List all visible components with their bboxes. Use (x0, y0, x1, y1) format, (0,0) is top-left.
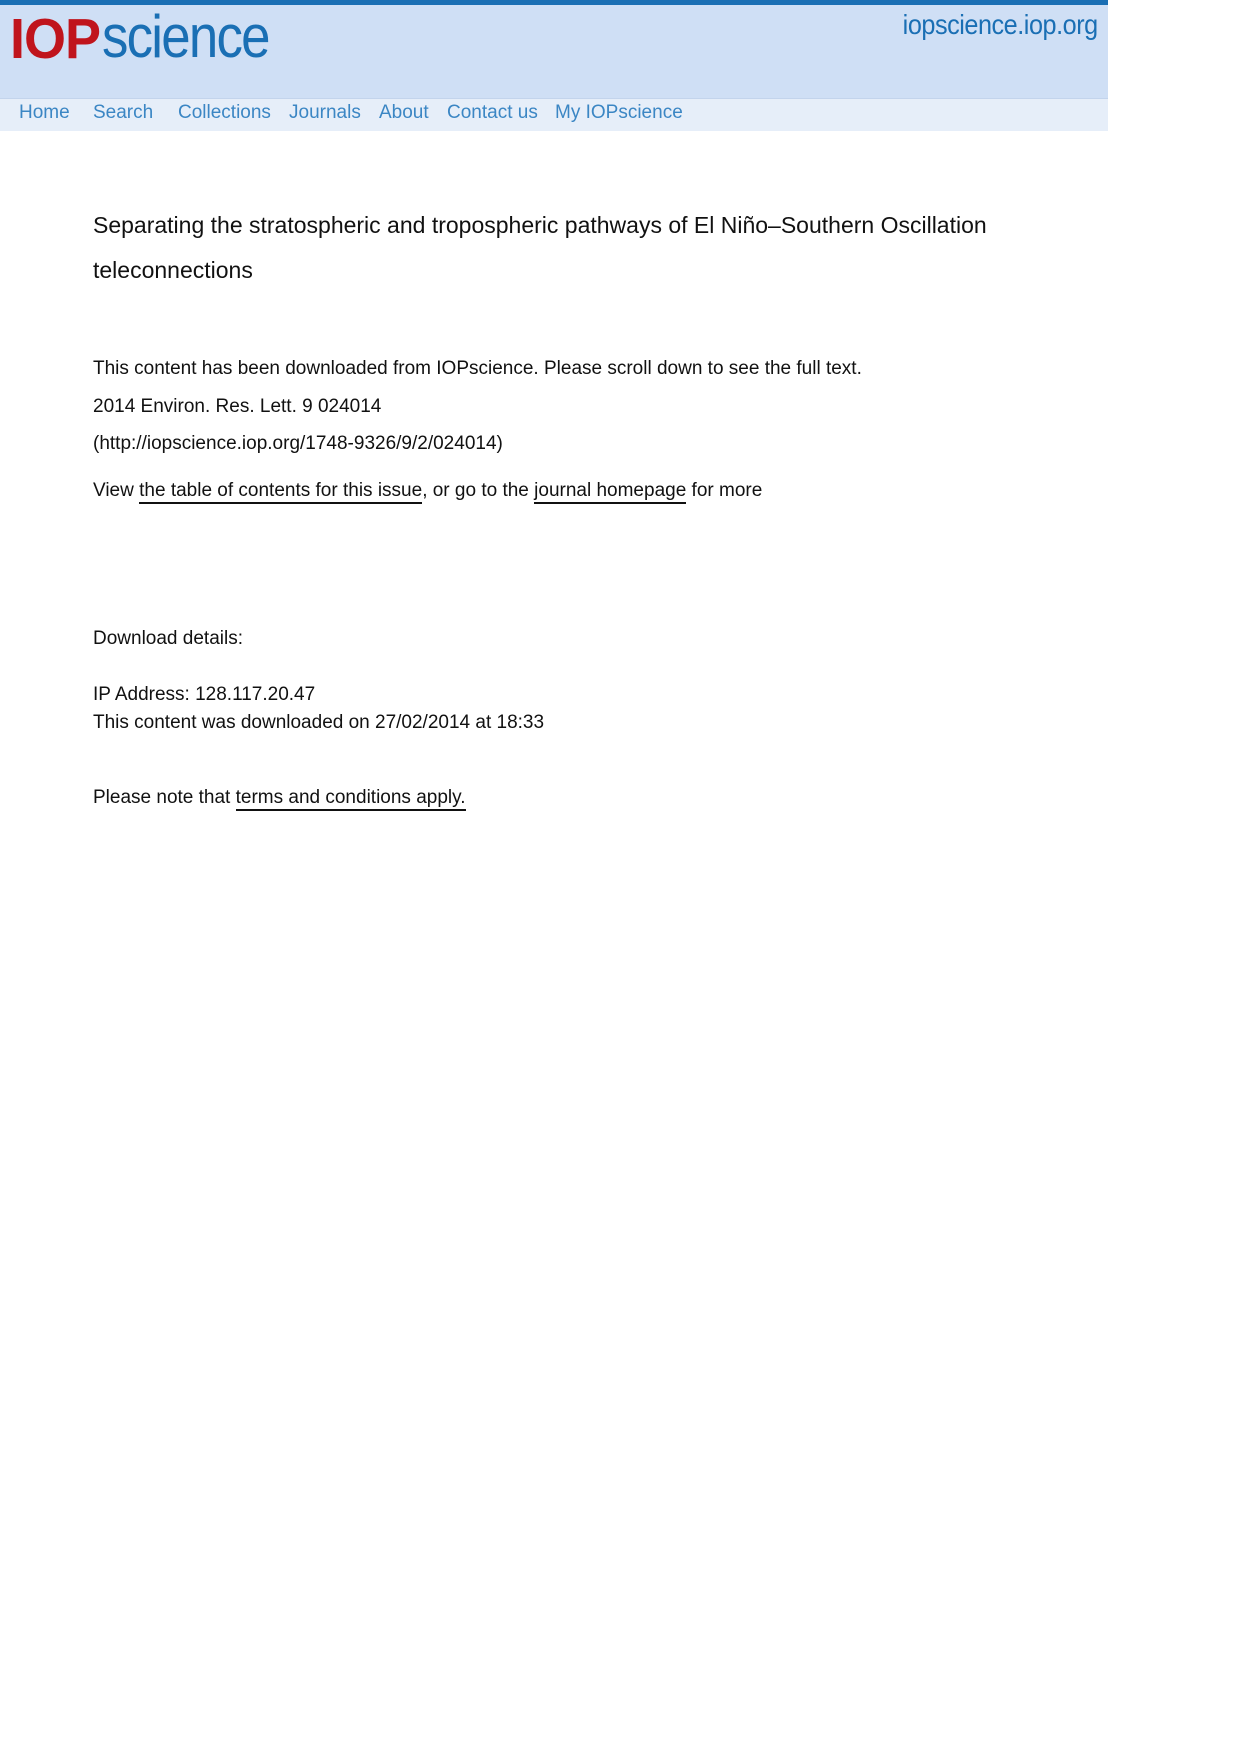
main-nav (0, 98, 1108, 131)
view-prefix: View (93, 480, 140, 501)
iopscience-logo[interactable] (10, 3, 291, 71)
article-citation: 2014 Environ. Res. Lett. 9 024014 (93, 396, 382, 417)
site-header (0, 0, 1108, 98)
terms-line (93, 787, 466, 809)
nav-collections[interactable]: Collections (178, 102, 271, 123)
nav-search[interactable]: Search (93, 102, 154, 123)
logo-iop-text: IOP (10, 7, 101, 71)
journal-homepage-link[interactable]: journal homepage (534, 480, 686, 504)
article-title: Separating the stratospheric and tropospheric pathways of El Niño–Southern Oscillation teleconnections (93, 212, 987, 283)
article-url: (http://iopscience.iop.org/1748-9326/9/2/024014) (93, 433, 503, 454)
download-details-heading: Download details: (93, 628, 243, 649)
logo-science-text: science (102, 3, 269, 70)
site-url[interactable]: iopscience.iop.org (902, 9, 1098, 40)
terms-link[interactable]: terms and conditions apply. (236, 787, 466, 811)
nav-contact-us[interactable]: Contact us (447, 102, 538, 123)
nav-my-iopscience[interactable]: My IOPscience (555, 102, 683, 123)
download-notice: This content has been downloaded from IOPscience. Please scroll down to see the full text. (93, 358, 862, 379)
nav-about[interactable]: About (379, 102, 429, 123)
view-links-line (93, 480, 762, 502)
download-date: This content was downloaded on 27/02/2014 at 18:33 (93, 712, 545, 733)
toc-link[interactable]: the table of contents for this issue (139, 480, 422, 504)
ip-address: IP Address: 128.117.20.47 (93, 684, 316, 705)
terms-prefix: Please note that (93, 787, 236, 808)
nav-journals[interactable]: Journals (289, 102, 361, 123)
view-middle: , or go to the (422, 480, 535, 501)
nav-home[interactable]: Home (19, 102, 70, 123)
view-suffix: for more (686, 480, 763, 501)
